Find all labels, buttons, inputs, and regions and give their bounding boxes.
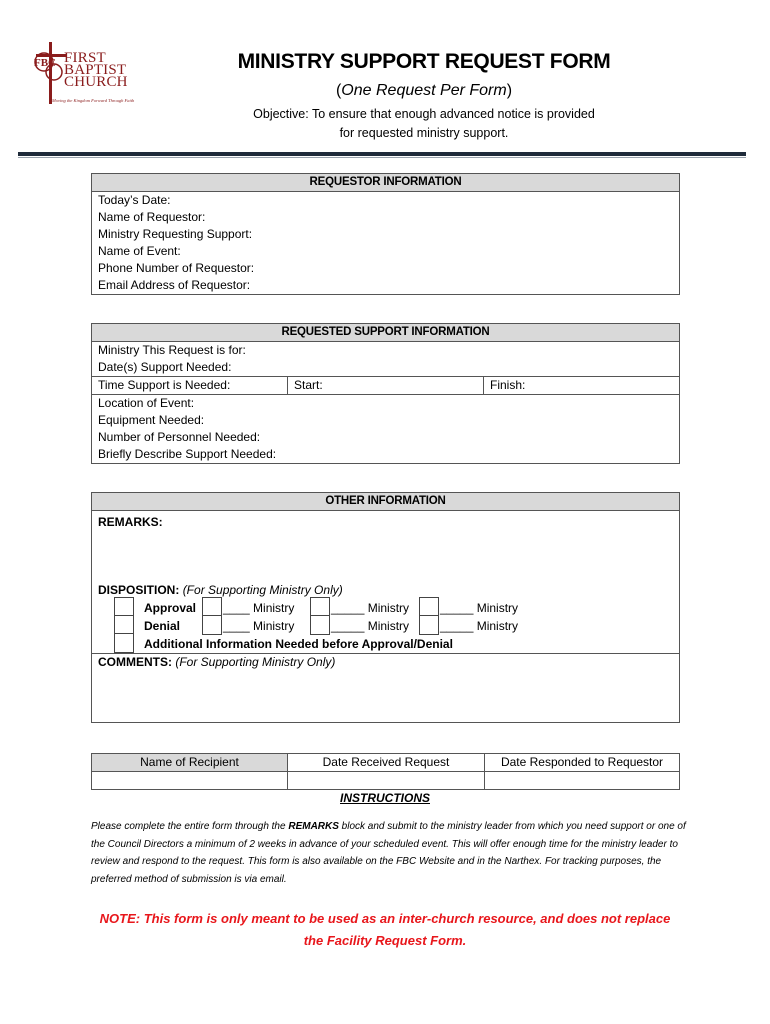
finish-time-field[interactable]: Finish:: [484, 377, 680, 395]
additional-info-checkbox[interactable]: [114, 633, 134, 653]
logo-initials: FBC: [34, 57, 56, 69]
approval-ministry-3-blank[interactable]: _____ Ministry: [440, 601, 519, 615]
date-responded-header: Date Responded to Requestor: [485, 754, 680, 772]
start-time-field[interactable]: Start:: [288, 377, 484, 395]
support-description-field[interactable]: Briefly Describe Support Needed:: [92, 446, 680, 464]
remarks-label: REMARKS:: [98, 515, 163, 529]
instructions-title: INSTRUCTIONS: [340, 791, 430, 805]
denial-ministry-3-blank[interactable]: _____ Ministry: [440, 619, 519, 633]
approval-ministry-2-blank[interactable]: _____ Ministry: [331, 601, 410, 615]
disposition-label: DISPOSITION: (For Supporting Ministry Only): [98, 583, 343, 597]
personnel-needed-field[interactable]: Number of Personnel Needed:: [92, 429, 680, 446]
instructions-text: Please complete the entire form through the REMARKS block and submit to the ministry leader from which you need support or one of the Council Directors a minimum of 2 weeks in advance of your scheduled event. This will offer enough time for the ministry leader to review and respond to the request. This form is also available on the FBC Website and in the Narthex. For tracking purposes, the preferred method of submission is via email.: [91, 821, 686, 885]
denial-ministry-2-checkbox[interactable]: [310, 615, 330, 635]
denial-checkbox[interactable]: [114, 615, 134, 635]
approval-checkbox[interactable]: [114, 597, 134, 617]
form-title: MINISTRY SUPPORT REQUEST FORM: [237, 50, 611, 73]
church-tagline: Moving the Kingdom Forward Through Faith: [52, 98, 135, 103]
additional-info-label: Additional Information Needed before Approval/Denial: [144, 637, 453, 651]
comments-divider: [92, 653, 679, 654]
support-heading: REQUESTED SUPPORT INFORMATION: [92, 324, 680, 342]
requestor-email-field[interactable]: Email Address of Requestor:: [92, 277, 680, 295]
denial-ministry-1-blank[interactable]: ____ Ministry: [223, 619, 295, 633]
other-heading: OTHER INFORMATION: [92, 493, 680, 511]
form-subtitle: (One Request Per Form): [335, 82, 513, 99]
form-objective: Objective: To ensure that enough advanced notice is provided for requested ministry support.: [253, 107, 595, 140]
approval-ministry-3-checkbox[interactable]: [419, 597, 439, 617]
requestor-name-field[interactable]: Name of Requestor:: [92, 209, 680, 226]
comments-label[interactable]: COMMENTS: (For Supporting Ministry Only): [98, 655, 336, 669]
date-received-header: Date Received Request: [288, 754, 485, 772]
ministry-for-field[interactable]: Ministry This Request is for:: [92, 342, 680, 360]
requestor-phone-field[interactable]: Phone Number of Requestor:: [92, 260, 680, 277]
requesting-ministry-field[interactable]: Ministry Requesting Support:: [92, 226, 680, 243]
date-received-cell[interactable]: [288, 772, 485, 790]
requestor-information-table: [91, 173, 680, 295]
event-name-field[interactable]: Name of Event:: [92, 243, 680, 260]
event-location-field[interactable]: Location of Event:: [92, 395, 680, 413]
header-divider-shadow: [18, 157, 746, 158]
church-name: FIRST BAPTIST CHURCH: [64, 50, 128, 90]
date-responded-cell[interactable]: [485, 772, 680, 790]
support-dates-field[interactable]: Date(s) Support Needed:: [92, 359, 680, 377]
facility-note: NOTE: This form is only meant to be used as an inter-church resource, and does not replace the Facility Request Form.: [99, 911, 671, 948]
denial-ministry-3-checkbox[interactable]: [419, 615, 439, 635]
denial-ministry-2-blank[interactable]: _____ Ministry: [331, 619, 410, 633]
approval-ministry-1-checkbox[interactable]: [202, 597, 222, 617]
denial-ministry-1-checkbox[interactable]: [202, 615, 222, 635]
other-information-header: [91, 492, 680, 511]
recipient-name-cell[interactable]: [92, 772, 288, 790]
denial-label: Denial: [144, 619, 181, 633]
recipient-table: [91, 753, 680, 790]
approval-label: Approval: [144, 601, 197, 615]
support-information-table: [91, 323, 680, 464]
support-time-field[interactable]: Time Support is Needed:: [92, 377, 288, 395]
other-information-box: [91, 510, 680, 723]
approval-ministry-1-blank[interactable]: ____ Ministry: [223, 601, 295, 615]
equipment-needed-field[interactable]: Equipment Needed:: [92, 412, 680, 429]
header-divider: [18, 152, 746, 156]
approval-ministry-2-checkbox[interactable]: [310, 597, 330, 617]
todays-date-field[interactable]: Today’s Date:: [92, 192, 680, 210]
recipient-name-header: Name of Recipient: [92, 754, 288, 772]
requestor-heading: REQUESTOR INFORMATION: [92, 174, 680, 192]
